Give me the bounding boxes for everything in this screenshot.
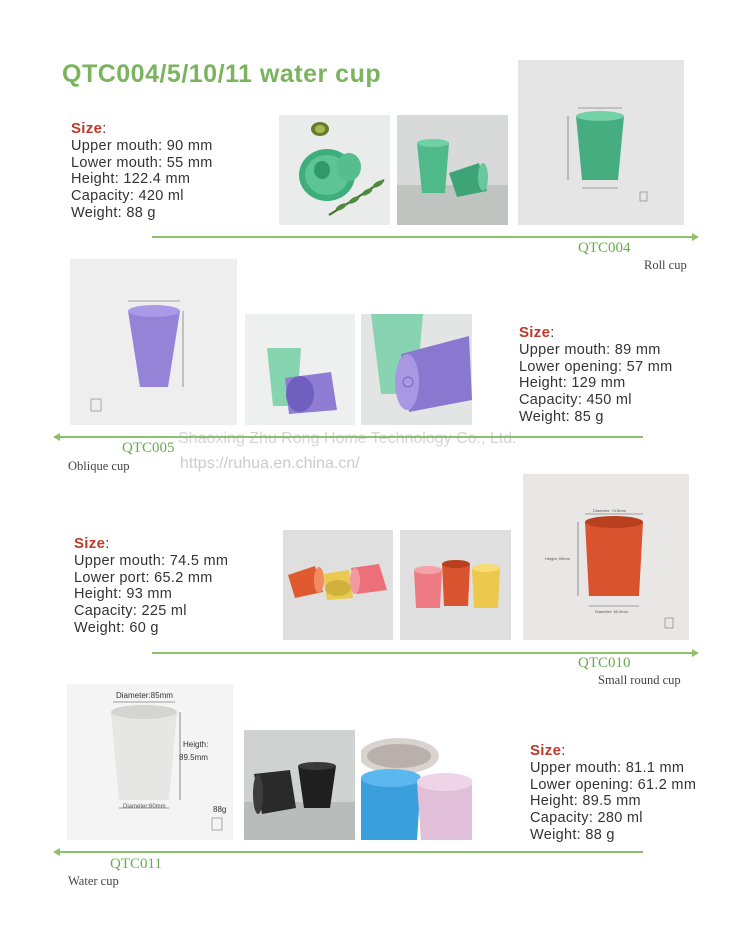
qtc010-diameter-top-label: Diameter: 74.5mm <box>593 508 626 513</box>
qtc004-photo-side-view <box>397 115 508 225</box>
spec-line: Weight: 88 g <box>71 204 156 221</box>
product-code: QTC011 <box>110 856 162 872</box>
qtc011-photo-black-cups <box>244 730 355 840</box>
spec-line: Height: 129 mm <box>519 375 626 392</box>
qtc010-photo-three-cups-upright <box>400 530 511 640</box>
size-label: Size <box>74 535 106 552</box>
size-colon: : <box>561 743 566 759</box>
spec-line: Height: 122.4 mm <box>71 171 191 188</box>
arrow-right-icon <box>692 649 699 657</box>
size-colon: : <box>550 325 555 341</box>
spec-line: Capacity: 280 ml <box>530 810 643 827</box>
size-label: Size <box>530 742 562 759</box>
spec-line: Lower port: 65.2 mm <box>74 569 213 586</box>
divider-line <box>60 851 643 853</box>
page-title: QTC004/5/10/11 water cup <box>62 60 382 88</box>
spec-line: Upper mouth: 74.5 mm <box>74 552 229 569</box>
qtc010-height-label: Height: 93mm <box>545 556 570 561</box>
spec-block-qtc004 <box>71 121 213 222</box>
arrow-right-icon <box>692 233 699 241</box>
qtc010-photo-three-cups-lying <box>283 530 393 640</box>
product-name: Water cup <box>68 874 119 888</box>
spec-line: Upper mouth: 89 mm <box>519 341 661 358</box>
spec-line: Weight: 60 g <box>74 619 159 636</box>
spec-block-qtc010 <box>74 536 228 637</box>
spec-line: Weight: 88 g <box>530 826 615 843</box>
qtc011-photo-colored-cups <box>361 730 472 840</box>
spec-line: Capacity: 420 ml <box>71 188 184 205</box>
product-code: QTC010 <box>578 655 631 671</box>
divider-line <box>152 652 692 654</box>
product-name: Roll cup <box>644 258 687 272</box>
spec-block-qtc005 <box>519 325 673 426</box>
spec-line: Upper mouth: 81.1 mm <box>530 759 685 776</box>
qtc011-diameter-bottom-label: Diameter:60mm <box>123 804 166 810</box>
product-name: Small round cup <box>598 673 681 687</box>
arrow-left-icon <box>53 433 60 441</box>
spec-line: Lower mouth: 55 mm <box>71 154 213 171</box>
size-colon: : <box>105 536 110 552</box>
spec-line: Height: 89.5 mm <box>530 793 641 810</box>
qtc011-height-label: Heigth: <box>183 740 209 749</box>
qtc004-photo-dimensions <box>518 60 684 225</box>
qtc011-height-value: 89.5mm <box>179 753 208 762</box>
spec-block-qtc011 <box>530 743 696 844</box>
spec-line: Weight: 85 g <box>519 408 604 425</box>
qtc004-photo-top-view <box>279 115 390 225</box>
spec-line: Capacity: 450 ml <box>519 392 632 409</box>
watermark-company: Shaoxing Zhu Rong Home Technology Co., Ltd. <box>178 430 517 447</box>
qtc005-photo-dimensions <box>70 259 237 425</box>
qtc010-photo-dimensions <box>523 474 689 640</box>
spec-line: Upper mouth: 90 mm <box>71 137 213 154</box>
qtc011-weight-label: 88g <box>213 805 227 814</box>
product-code: QTC004 <box>578 240 631 256</box>
size-label: Size <box>519 324 551 341</box>
spec-line: Capacity: 225 ml <box>74 603 187 620</box>
qtc005-photo-pair <box>245 314 355 425</box>
arrow-left-icon <box>53 848 60 856</box>
size-label: Size <box>71 120 103 137</box>
spec-line: Height: 93 mm <box>74 586 173 603</box>
divider-line <box>152 236 692 238</box>
product-name: Oblique cup <box>68 459 130 473</box>
qtc010-diameter-bottom-label: Diameter: 65.2mm <box>595 609 628 614</box>
qtc005-photo-closeup <box>361 314 472 425</box>
spec-line: Lower opening: 57 mm <box>519 358 673 375</box>
watermark-url: https://ruhua.en.china.cn/ <box>180 455 360 472</box>
size-colon: : <box>102 121 107 137</box>
qtc011-diameter-top-label: Diameter:85mm <box>116 691 173 700</box>
spec-line: Lower opening: 61.2 mm <box>530 776 697 793</box>
product-code: QTC005 <box>122 440 175 456</box>
qtc011-photo-dimensions <box>67 684 233 840</box>
